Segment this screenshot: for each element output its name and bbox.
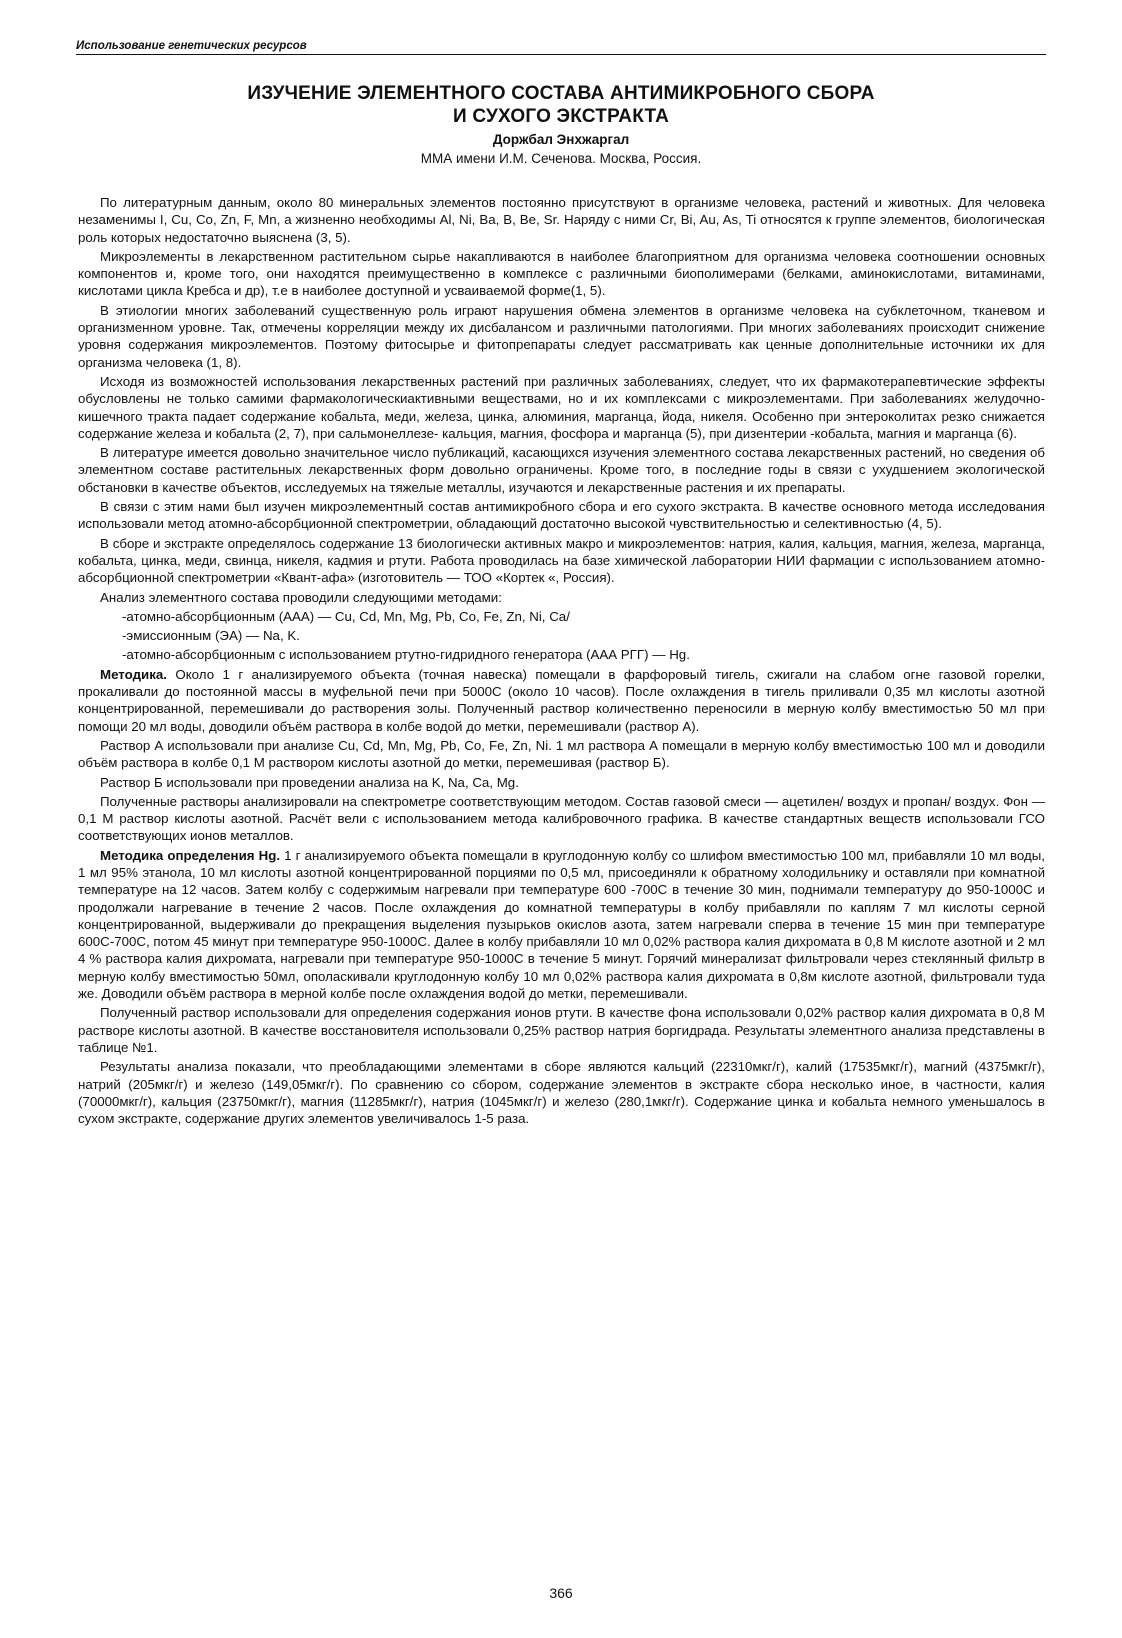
paragraph-hg-method (78, 847, 1045, 1003)
article-title (76, 82, 1046, 128)
paragraph: Результаты анализа показали, что преобладающими элементами в сборе являются кальций (22310мкг/г), калий (17535мкг/г), магний (4375мкг/г), натрий (205мкг/г) и железо (149,05мкг/г). По сравнению со сбором, содержание элементов в экстракте сбора несколько иное, в частности, калия (70000мкг/г), кальция (23750мкг/г), магния (11285мкг/г), натрия (1045мкг/г) и железо (280,1мкг/г). Содержание цинка и кобальта немного уменьшалось в сухом экстракте, содержание других элементов увеличивалось 1-5 раза. (78, 1059, 1045, 1127)
page-number: 366 (549, 1585, 573, 1601)
author: Доржбал Энхжаргал (492, 132, 630, 147)
paragraph: В этиологии многих заболеваний существенную роль играют нарушения обмена элементов в организме человека на субклеточном, тканевом и организменном уровне. Так, отмечены корреляции между их дисбалансом и различными патологиями. При многих заболеваниях происходит снижение уровня содержания микроэлементов. Поэтому фитосырье и фитопрепараты следует рассматривать как ценные дополнительные источники их для организма человека (1, 8). (78, 302, 1045, 370)
hg-method-text: 1 г анализируемого объекта помещали в круглодонную колбу со шлифом вместимостью 100 мл, прибавляли 10 мл воды, 1 мл 95% этанола, 10 мл кислоты азотной концентрированной порциями по 0,5 мл, присоединяли к обратному холодильнику и оставляли при комнатной температуре на 12 часов. Затем колбу с содержимым нагревали при температуре 600 -700С в течение 30 мин, поднимали температуру до 950-1000С и продолжали нагревание в течение 2 часов. После охлаждения до комнатной температуры в колбу прибавляли по каплям 7 мл кислоты серной концентрированной, выдерживали до прекращения выделения пузырьков окислов азота, затем нагревали сперва в течение 15 мин при температуре 600С-700С, потом 45 минут при температуре 950-1000С. Далее в колбу прибавляли 10 мл 0,02% раствора калия дихромата в 0,8 М кислоте азотной и 2 мл 4 % раствора калия дихромата, нагревали при температуре 950-1000С в течение 5 минут. Горячий минерализат фильтровали через стеклянный фильтр в мерную колбу вместимостью 50мл, ополаскивали круглодонную колбу 10 мл 0,02% раствора калия дихромата в 0,8м кислоте азотной, фильтровали туда же. Доводили объём раствора в мерной колбе после охлаждения водой до метки, перемешивали. (78, 847, 1045, 1002)
paragraph: Полученные растворы анализировали на спектрометре соответствующим методом. Состав газовой смеси — ацетилен/ воздух и пропан/ воздух. Фон — 0,1 М раствор кислоты азотной. Расчёт вели с использованием метода калибровочного графика. В качестве стандартных веществ использовали ГСО соответствующих ионов металлов. (78, 793, 1045, 844)
title-block (76, 82, 1046, 168)
method-list-item: -эмиссионным (ЭА) — Na, K. (122, 628, 300, 644)
title-line-1: ИЗУЧЕНИЕ ЭЛЕМЕНТНОГО СОСТАВА АНТИМИКРОБНОГО СБОРА (247, 83, 875, 104)
paragraph: Микроэлементы в лекарственном растительном сырье накапливаются в наиболее благоприятном для организма человека соотношении основных компонентов и, кроме того, они находятся преимущественно в комплексе с различными биополимерами (белками, аминокислотами, витаминами, кислотами цикла Кребса и др), т.е в наиболее доступной и усваиваемой форме(1, 5). (78, 248, 1045, 299)
article-body (78, 194, 1045, 1129)
paragraph-method (78, 666, 1045, 735)
paragraph: По литературным данным, около 80 минеральных элементов постоянно присутствуют в организме человека, растений и животных. Для человека незаменимы I, Cu, Co, Zn, F, Mn, а жизненно необходимы Al, Ni, Ba, B, Be, Sr. Наряду с ними Cr, Bi, Au, As, Ti относятся к группе элементов, биологическая роль которых недостаточно выяснена (3, 5). (78, 195, 1045, 245)
method-heading: Методика. (100, 666, 167, 682)
hg-method-heading: Методика определения Hg. (100, 847, 281, 863)
method-text: Около 1 г анализируемого объекта (точная навеска) помещали в фарфоровый тигель, сжигали на слабом огне газовой горелки, прокаливали до постоянной массы в муфельной печи при 5000С (около 10 часов). После охлаждения в тигель приливали 0,35 мл кислоты азотной концентрированной, перемешивали до растворения золы. Полученный раствор количественно переносили в мерную колбу вместимостью 50 мл при помощи 20 мл воды, доводили объём раствора в колбе водой до метки, перемешивали (раствор А). (78, 666, 1045, 734)
paragraph: В сборе и экстракте определялось содержание 13 биологически активных макро и микроэлементов: натрия, калия, кальция, магния, железа, марганца, кобальта, цинка, меди, свинца, никеля, кадмия и ртути. Работа проводилась на базе химической лаборатории НИИ фармации с использованием атомно-абсорбционной спектрометрии «Квант-афа» (изготовитель — ТОО «Кортек «, Россия). (78, 535, 1045, 586)
affiliation: ММА имени И.М. Сеченова. Москва, Россия. (420, 151, 702, 166)
running-head: Использование генетических ресурсов (76, 40, 1046, 55)
paragraph: Анализ элементного состава проводили следующими методами: (100, 589, 502, 605)
method-list-item: -атомно-абсорбционным с использованием ртутно-гидридного генератора (ААА РГГ) — Hg. (122, 647, 690, 663)
paragraph: Исходя из возможностей использования лекарственных растений при различных заболеваниях, следует, что их фармакотерапевтические эффекты обусловлены не только самими фармакологическиактивными веществами, но и их комплексами с микроэлементами. При заболеваниях желудочно-кишечного тракта падает содержание кобальта, меди, железа, цинка, алюминия, марганца, йода, никеля. Особенно при энтероколитах резко снижается содержание железа и кобальта (2, 7), при сальмонеллезе- кальция, магния, фосфора и марганца (5), при дизентерии -кобальта, магния и марганца (6). (78, 373, 1045, 441)
paragraph: Раствор А использовали при анализе Cu, Cd, Mn, Mg, Pb, Co, Fe, Zn, Ni. 1 мл раствора А помещали в мерную колбу вместимостью 100 мл и доводили объём раствора в колбе 0,1 М раствором кислоты азотной до метки, перемешивая (раствор Б). (78, 737, 1045, 771)
paragraph: В связи с этим нами был изучен микроэлементный состав антимикробного сбора и его сухого экстракта. В качестве основного метода исследования использовали метод атомно-абсорбционной спектрометрии, обладающий достаточно высокой чувствительностью и селективностью (4, 5). (78, 499, 1045, 532)
paragraph: Раствор Б использовали при проведении анализа на K, Na, Ca, Mg. (100, 774, 519, 790)
title-line-2: И СУХОГО ЭКСТРАКТА (452, 106, 669, 127)
paragraph: Полученный раствор использовали для определения содержания ионов ртути. В качестве фона использовали 0,02% раствор калия дихромата в 0,8 М растворе кислоты азотной. В качестве восстановителя использовали 0,25% раствор натрия боргидрада. Результаты элементного анализа представлены в таблице №1. (78, 1005, 1045, 1055)
paragraph: В литературе имеется довольно значительное число публикаций, касающихся изучения элементного состава лекарственных растений, но сведения об элементном составе растительных лекарственных форм довольно ограничены. Кроме того, в последние годы в связи с ухудшением экологической обстановки в качестве объектов, исследуемых на тяжелые металлы, изучаются и лекарственные растения и их препараты. (78, 445, 1045, 495)
method-list-item: -атомно-абсорбционным (ААА) — Cu, Cd, Mn, Mg, Pb, Co, Fe, Zn, Ni, Ca/ (122, 608, 570, 624)
